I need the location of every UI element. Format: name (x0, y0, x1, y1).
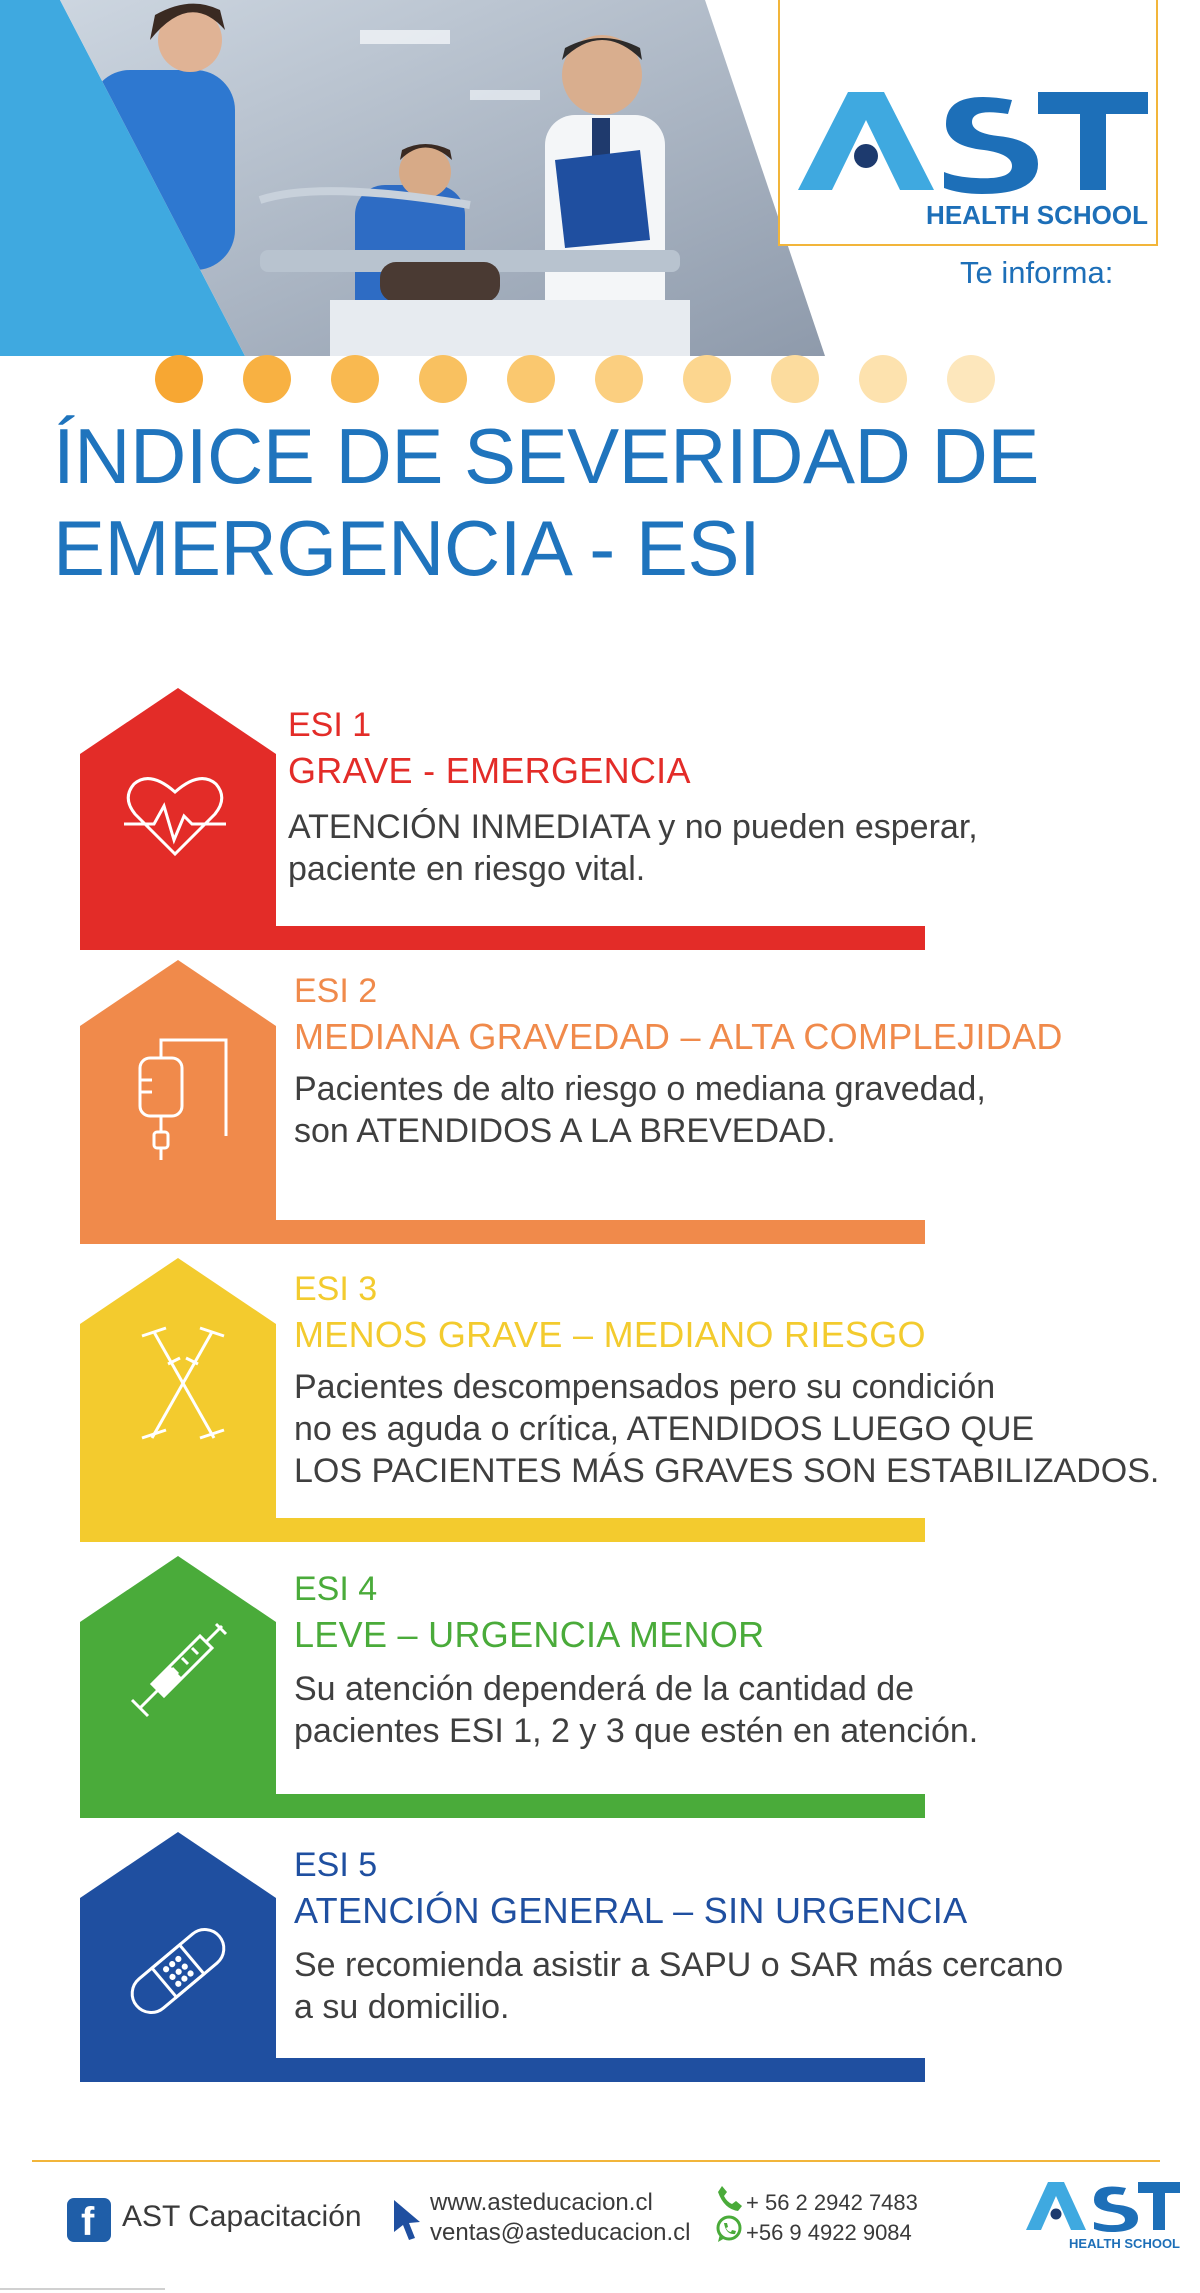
contact-phones (746, 2188, 918, 2248)
level-4-desc-line-1: Su atención dependerá de la cantidad de (294, 1670, 915, 1708)
decorative-dot (771, 355, 819, 403)
decorative-dot (859, 355, 907, 403)
decorative-dot (947, 355, 995, 403)
level-4-bar (80, 1794, 925, 1818)
level-2-bar (80, 1220, 925, 1244)
whatsapp-icon (714, 2214, 744, 2244)
level-3-number: ESI 3 (294, 1270, 378, 1308)
level-5-desc-line-1: Se recomienda asistir a SAPU o SAR más cercano (294, 1946, 1064, 1984)
level-3-desc-line-1: Pacientes descompensados pero su condición (294, 1368, 996, 1406)
level-5-name: ATENCIÓN GENERAL – SIN URGENCIA (294, 1890, 968, 1931)
level-4-desc (294, 1668, 978, 1752)
bottom-edge (0, 2288, 165, 2290)
page-title (53, 410, 1103, 594)
level-5-desc-line-2: a su domicilio. (294, 1988, 510, 2026)
logo-subtitle: HEALTH SCHOOL (926, 200, 1148, 230)
heart-pulse-icon (120, 766, 230, 866)
level-1-bar (80, 926, 925, 950)
decorative-dots (155, 355, 1005, 405)
bandage-icon (118, 1916, 238, 2026)
syringe-icon (122, 1622, 232, 1732)
ast-logo-small (1022, 2178, 1182, 2252)
esi-level-5 (80, 1832, 1125, 2082)
level-4-number: ESI 4 (294, 1570, 378, 1608)
level-3-name: MENOS GRAVE – MEDIANO RIESGO (294, 1314, 926, 1355)
whatsapp-number[interactable]: +56 9 4922 9084 (746, 2220, 912, 2245)
level-5-bar (80, 2058, 925, 2082)
level-1-desc-line-1: ATENCIÓN INMEDIATA y no pueden esperar, (288, 808, 978, 846)
decorative-dot (243, 355, 291, 403)
level-1-desc-line-2: paciente en riesgo vital. (288, 850, 646, 888)
level-2-number: ESI 2 (294, 972, 378, 1010)
level-2-desc-line-2: son ATENDIDOS A LA BREVEDAD. (294, 1112, 836, 1150)
level-1-name: GRAVE - EMERGENCIA (288, 750, 691, 791)
medical-team-photo (0, 0, 830, 356)
level-3-desc-line-2: no es aguda o crítica, ATENDIDOS LUEGO QUE (294, 1410, 1035, 1448)
contact-web (430, 2188, 691, 2248)
iv-bag-icon (128, 1036, 238, 1166)
level-4-desc-line-2: pacientes ESI 1, 2 y 3 que estén en atención. (294, 1712, 979, 1750)
cursor-icon (392, 2198, 422, 2242)
esi-level-2 (80, 960, 1125, 1244)
esi-level-3 (80, 1258, 1160, 1542)
phone-number[interactable]: + 56 2 2942 7483 (746, 2190, 918, 2215)
decorative-dot (155, 355, 203, 403)
decorative-dot (595, 355, 643, 403)
email-link[interactable]: ventas@asteducacion.cl (430, 2219, 691, 2246)
footer-divider (32, 2160, 1160, 2162)
hero-banner (0, 0, 830, 356)
website-link[interactable]: www.asteducacion.cl (430, 2189, 653, 2216)
decorative-dot (419, 355, 467, 403)
esi-level-1 (80, 688, 1125, 950)
level-2-name: MEDIANA GRAVEDAD – ALTA COMPLEJIDAD (294, 1016, 1063, 1057)
facebook-page-link[interactable]: AST Capacitación (122, 2200, 362, 2233)
crutches-icon (128, 1326, 238, 1446)
phone-icon (716, 2184, 744, 2212)
level-5-number: ESI 5 (294, 1846, 378, 1884)
level-4-name: LEVE – URGENCIA MENOR (294, 1614, 765, 1655)
decorative-dot (507, 355, 555, 403)
level-2-desc-line-1: Pacientes de alto riesgo o mediana gravedad, (294, 1070, 986, 1108)
level-2-desc (294, 1068, 986, 1152)
level-3-desc (294, 1366, 1159, 1492)
facebook-icon[interactable]: f (67, 2198, 111, 2242)
decorative-dot (331, 355, 379, 403)
ast-logo (776, 80, 1156, 230)
level-3-bar (80, 1518, 925, 1542)
level-5-desc (294, 1944, 1063, 2028)
title-line-1: ÍNDICE DE SEVERIDAD DE (53, 412, 1039, 500)
level-3-desc-line-3: LOS PACIENTES MÁS GRAVES SON ESTABILIZADOS. (294, 1452, 1160, 1490)
title-line-2: EMERGENCIA - ESI (53, 504, 761, 592)
tagline: Te informa: (960, 255, 1114, 290)
small-logo-subtitle: HEALTH SCHOOL (1069, 2236, 1180, 2251)
level-1-desc (288, 806, 978, 890)
level-1-number: ESI 1 (288, 706, 372, 744)
esi-level-4 (80, 1556, 1125, 1818)
decorative-dot (683, 355, 731, 403)
